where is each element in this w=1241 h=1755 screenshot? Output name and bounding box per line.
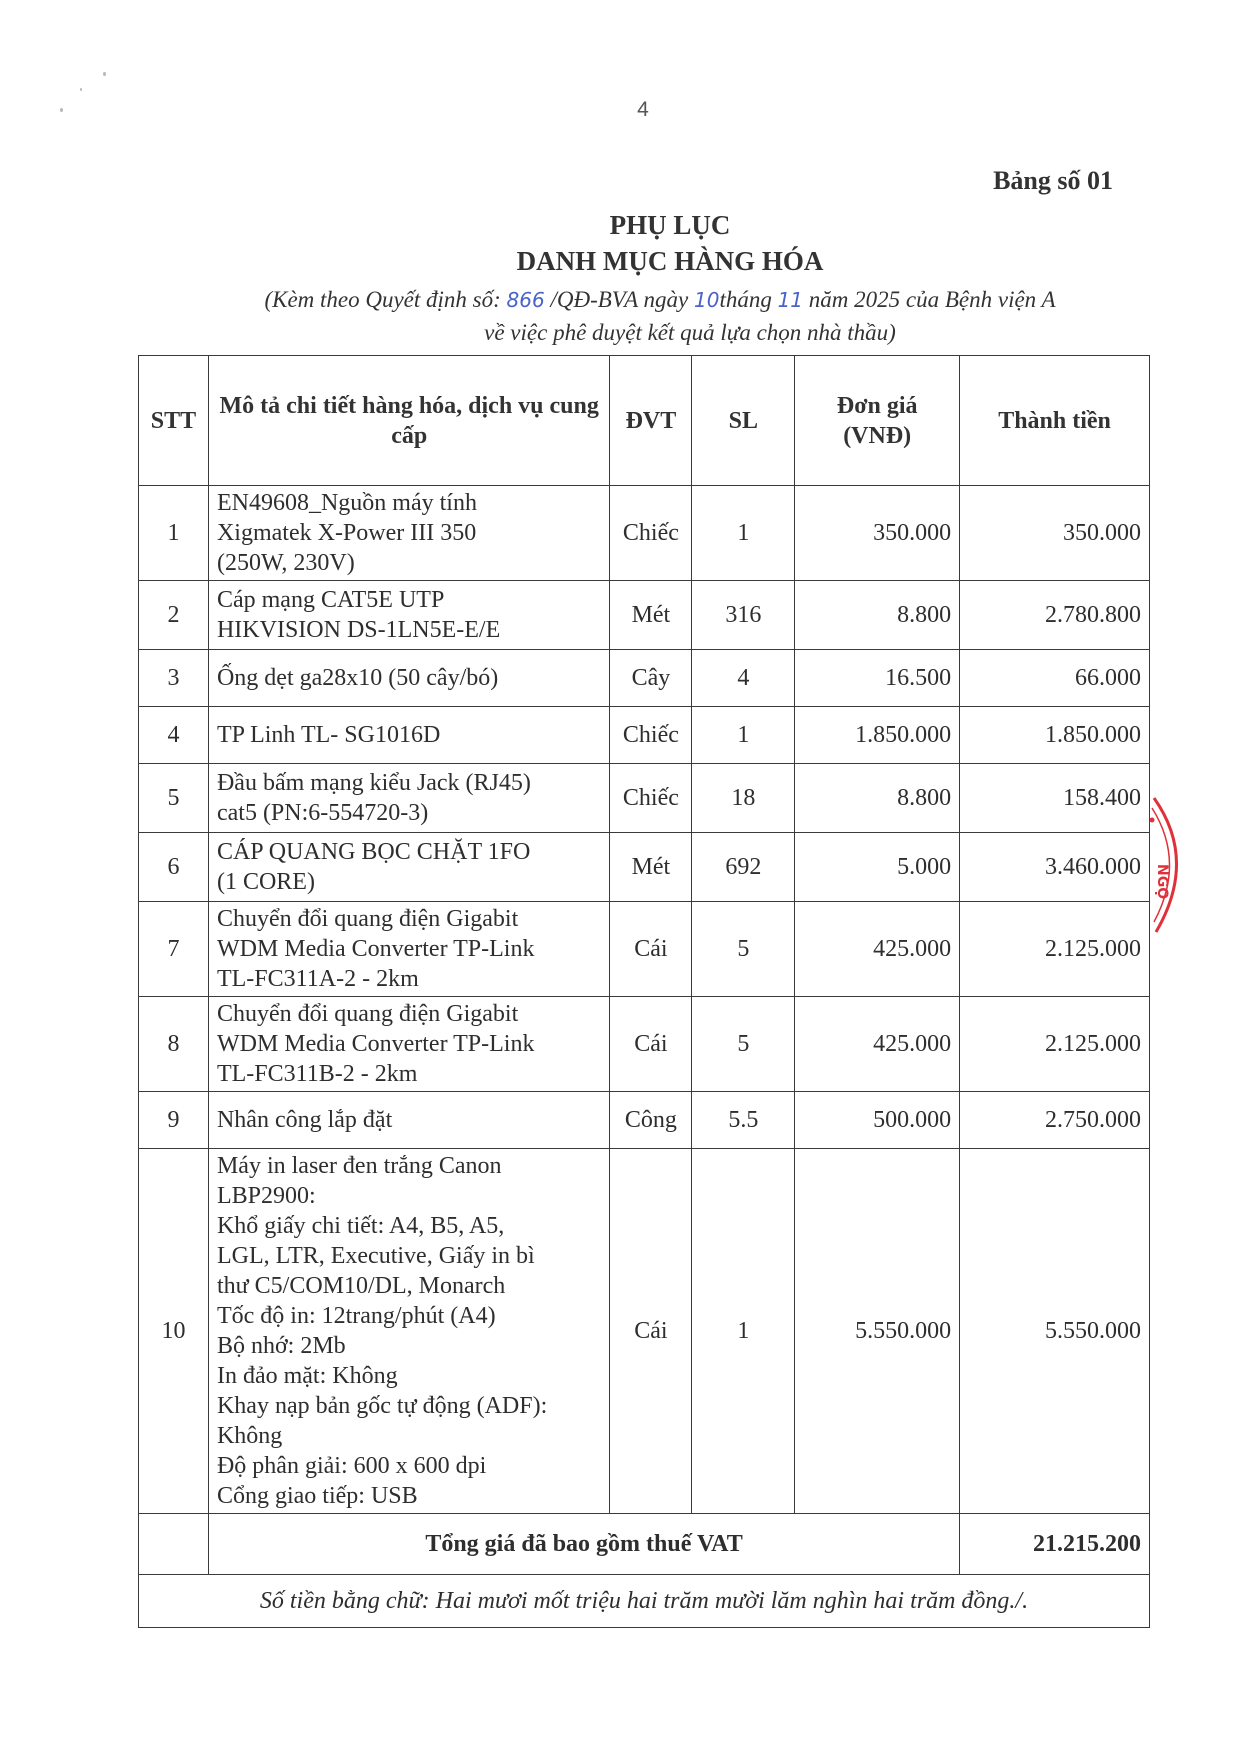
cell-unit: Công (610, 1092, 692, 1149)
decision-reference-line2: về việc phê duyệt kết quả lựa chọn nhà thầu) (484, 320, 896, 345)
table-row (139, 486, 1150, 581)
page-number: 4 (637, 98, 649, 121)
header-amount: Thành tiền (960, 356, 1150, 486)
goods-table (138, 355, 1150, 1628)
cell-quantity: 316 (692, 581, 795, 650)
total-row (139, 1514, 1150, 1575)
cell-stt: 8 (139, 997, 209, 1092)
cell-unit: Chiếc (610, 707, 692, 764)
red-seal-stamp (1150, 790, 1210, 940)
cell-quantity: 5 (692, 997, 795, 1092)
cell-unit: Chiếc (610, 486, 692, 581)
amount-in-words-row (139, 1575, 1150, 1628)
cell-stt: 10 (139, 1149, 209, 1514)
cell-unit: Chiếc (610, 764, 692, 833)
header-quantity: SL (692, 356, 795, 486)
cell-description: Đầu bấm mạng kiểu Jack (RJ45) cat5 (PN:6-554720-3) (208, 764, 609, 833)
table-row (139, 1092, 1150, 1149)
decision-suffix: năm 2025 của Bệnh viện A (803, 287, 1056, 312)
cell-stt: 2 (139, 581, 209, 650)
scan-speck (80, 88, 82, 91)
cell-stt: 6 (139, 833, 209, 902)
cell-amount: 5.550.000 (960, 1149, 1150, 1514)
scan-speck (103, 72, 106, 76)
handwritten-decision-number: 866 (506, 288, 545, 312)
table-row (139, 707, 1150, 764)
decision-prefix: (Kèm theo Quyết định số: (264, 287, 507, 312)
cell-description: EN49608_Nguồn máy tính Xigmatek X-Power III 350 (250W, 230V) (208, 486, 609, 581)
handwritten-day: 10 (693, 288, 720, 312)
cell-quantity: 1 (692, 486, 795, 581)
cell-unit-price: 350.000 (795, 486, 960, 581)
cell-unit-price: 5.000 (795, 833, 960, 902)
cell-stt: 1 (139, 486, 209, 581)
table-row (139, 997, 1150, 1092)
decision-mid2: tháng (719, 287, 778, 312)
stamp-dot (1150, 818, 1155, 823)
cell-unit: Mét (610, 833, 692, 902)
total-empty-cell (139, 1514, 209, 1575)
cell-unit-price: 425.000 (795, 997, 960, 1092)
cell-unit: Cái (610, 1149, 692, 1514)
cell-unit: Cái (610, 902, 692, 997)
cell-quantity: 18 (692, 764, 795, 833)
table-row (139, 764, 1150, 833)
cell-amount: 2.780.800 (960, 581, 1150, 650)
handwritten-month: 11 (777, 288, 804, 312)
cell-description: Chuyển đổi quang điện Gigabit WDM Media Converter TP-Link TL-FC311A-2 - 2km (208, 902, 609, 997)
goods-list-title: DANH MỤC HÀNG HÓA (516, 246, 824, 276)
decision-mid1: /QĐ-BVA ngày (544, 287, 694, 312)
cell-unit-price: 8.800 (795, 581, 960, 650)
cell-quantity: 1 (692, 707, 795, 764)
cell-unit: Cái (610, 997, 692, 1092)
total-value: 21.215.200 (960, 1514, 1150, 1575)
cell-amount: 158.400 (960, 764, 1150, 833)
header-description: Mô tả chi tiết hàng hóa, dịch vụ cung cấp (208, 356, 609, 486)
table-row (139, 650, 1150, 707)
cell-stt: 4 (139, 707, 209, 764)
cell-quantity: 692 (692, 833, 795, 902)
cell-unit-price: 500.000 (795, 1092, 960, 1149)
cell-description: Nhân công lắp đặt (208, 1092, 609, 1149)
appendix-title: PHỤ LỤC (609, 210, 731, 240)
cell-amount: 350.000 (960, 486, 1150, 581)
cell-unit-price: 425.000 (795, 902, 960, 997)
cell-unit-price: 8.800 (795, 764, 960, 833)
cell-description: TP Linh TL- SG1016D (208, 707, 609, 764)
cell-amount: 1.850.000 (960, 707, 1150, 764)
cell-description: Ống dẹt ga28x10 (50 cây/bó) (208, 650, 609, 707)
cell-amount: 66.000 (960, 650, 1150, 707)
header-stt: STT (139, 356, 209, 486)
cell-quantity: 5.5 (692, 1092, 795, 1149)
cell-stt: 3 (139, 650, 209, 707)
cell-stt: 7 (139, 902, 209, 997)
table-row (139, 581, 1150, 650)
cell-amount: 2.125.000 (960, 997, 1150, 1092)
table-label: Bảng số 01 (993, 166, 1113, 195)
table-row (139, 902, 1150, 997)
cell-quantity: 4 (692, 650, 795, 707)
header-unit: ĐVT (610, 356, 692, 486)
amount-in-words: Số tiền bằng chữ: Hai mươi mốt triệu hai trăm mười lăm nghìn hai trăm đồng./. (139, 1575, 1150, 1628)
cell-amount: 2.750.000 (960, 1092, 1150, 1149)
cell-description: CÁP QUANG BỌC CHẶT 1FO (1 CORE) (208, 833, 609, 902)
cell-unit-price: 5.550.000 (795, 1149, 960, 1514)
cell-amount: 2.125.000 (960, 902, 1150, 997)
cell-unit-price: 16.500 (795, 650, 960, 707)
cell-unit-price: 1.850.000 (795, 707, 960, 764)
cell-description: Máy in laser đen trắng Canon LBP2900: Khổ giấy chi tiết: A4, B5, A5, LGL, LTR, Executive, Giấy in bì thư C5/COM10/DL, Monarch Tốc độ in: 12trang/phút (A4) Bộ nhớ: 2Mb In đảo mặt: Không Khay nạp bản gốc tự động (ADF): Không Độ phân giải: 600 x 600 dpi Cổng giao tiếp: USB (208, 1149, 609, 1514)
total-label: Tổng giá đã bao gồm thuế VAT (208, 1514, 959, 1575)
cell-description: Cáp mạng CAT5E UTP HIKVISION DS-1LN5E-E/E (208, 581, 609, 650)
table-row (139, 833, 1150, 902)
cell-stt: 5 (139, 764, 209, 833)
cell-amount: 3.460.000 (960, 833, 1150, 902)
cell-quantity: 5 (692, 902, 795, 997)
cell-quantity: 1 (692, 1149, 795, 1514)
header-unit-price: Đơn giá (VNĐ) (795, 356, 960, 486)
stamp-text: NGỌ (1154, 864, 1170, 900)
cell-description: Chuyển đổi quang điện Gigabit WDM Media Converter TP-Link TL-FC311B-2 - 2km (208, 997, 609, 1092)
cell-unit: Mét (610, 581, 692, 650)
cell-unit: Cây (610, 650, 692, 707)
cell-stt: 9 (139, 1092, 209, 1149)
table-row (139, 1149, 1150, 1514)
decision-reference (180, 287, 1140, 313)
table-header-row (139, 356, 1150, 486)
